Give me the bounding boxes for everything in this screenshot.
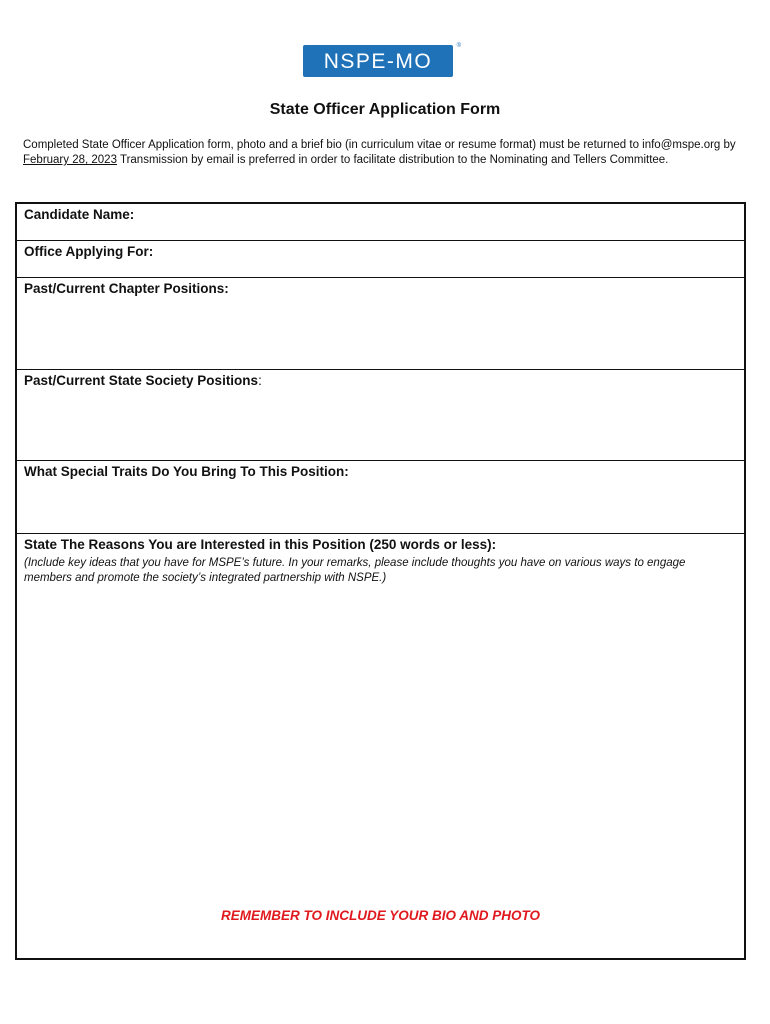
intro-text-after: Transmission by email is preferred in order to facilitate distribution to the Nominating and Tellers Committee.: [116, 154, 669, 166]
reasons-label: State The Reasons You are Interested in this Position (250 words or less):: [24, 537, 497, 552]
nspe-mo-logo: [303, 43, 461, 77]
office-applying-label: Office Applying For:: [24, 244, 154, 259]
intro-text-before: Completed State Officer Application form, photo and a brief bio (in curriculum vitae or resume format) must be returned to info@mspe.org by: [23, 139, 736, 151]
page-title: State Officer Application Form: [269, 101, 501, 118]
chapter-positions-label: Past/Current Chapter Positions:: [24, 281, 229, 296]
deadline-date: February 28, 2023: [23, 154, 117, 166]
chapter-positions-field[interactable]: [17, 278, 744, 370]
state-positions-colon: :: [258, 373, 262, 388]
application-form: [15, 202, 746, 960]
logo-trademark: ®: [456, 43, 461, 49]
special-traits-field[interactable]: [17, 461, 744, 534]
state-positions-label-text: Past/Current State Society Positions: [24, 373, 259, 388]
special-traits-label: What Special Traits Do You Bring To This Position:: [24, 464, 349, 479]
reasons-field[interactable]: [17, 534, 744, 958]
candidate-name-label: Candidate Name:: [24, 207, 135, 222]
state-positions-label: [24, 373, 262, 388]
intro-paragraph: [23, 138, 748, 168]
logo-text: NSPE-MO: [323, 49, 433, 73]
candidate-name-field[interactable]: [17, 204, 744, 241]
bio-photo-reminder: REMEMBER TO INCLUDE YOUR BIO AND PHOTO: [220, 908, 541, 923]
reasons-note: (Include key ideas that you have for MSPE’s future. In your remarks, please include thoughts you have on various ways to engage members and promote the society’s integrated partnership with NSPE.): [24, 557, 686, 584]
office-applying-field[interactable]: [17, 241, 744, 278]
state-positions-field[interactable]: [17, 370, 744, 461]
